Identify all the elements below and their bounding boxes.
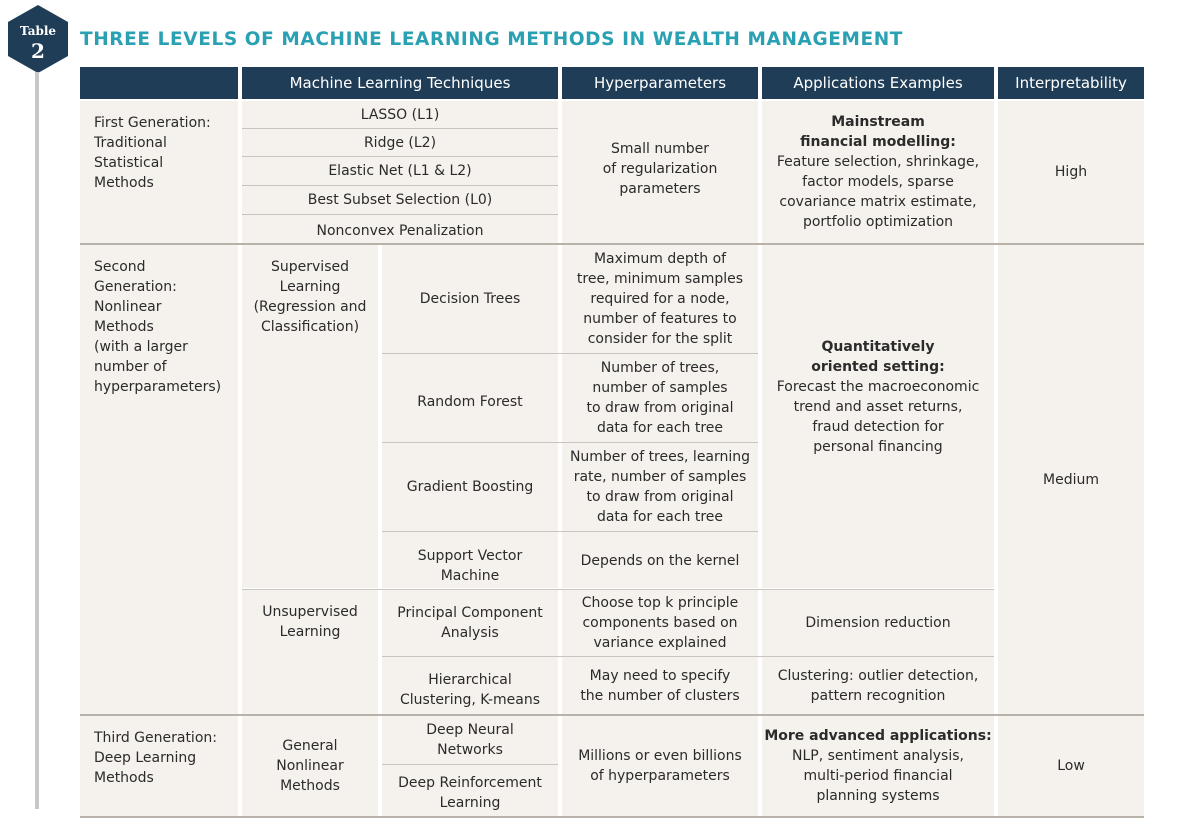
gen3-interpretability: Low — [998, 716, 1144, 816]
divider-supervised — [242, 589, 994, 590]
method-random-forest: Random Forest — [382, 354, 558, 442]
gen1-technique-elastic-net: Elastic Net (L1 & L2) — [242, 157, 558, 185]
gen1-hyperparameters: Small number of regularization parameters — [562, 101, 758, 243]
gen1-technique-lasso: LASSO (L1) — [242, 101, 558, 128]
hyper-gradient-boosting: Number of trees, learning rate, number of samples to draw from original data for each tree — [562, 443, 758, 531]
gen3-applications-heading: More advanced applications: — [764, 728, 992, 744]
header-applications: Applications Examples — [762, 67, 994, 99]
method-hierarchical-clustering: Hierarchical Clustering, K-means — [382, 657, 558, 714]
gen1-technique-best-subset: Best Subset Selection (L0) — [242, 186, 558, 214]
header-interpretability: Interpretability — [998, 67, 1144, 99]
method-deep-reinforcement-learning: Deep Reinforcement Learning — [382, 765, 558, 816]
divider-lasso — [242, 128, 558, 129]
app-pca: Dimension reduction — [762, 590, 994, 656]
gen2-label: Second Generation: Nonlinear Methods (with a larger number of hyperparameters) — [80, 245, 238, 714]
header-hyperparameters: Hyperparameters — [562, 67, 758, 99]
row-divider-gen1 — [80, 243, 1144, 245]
gen1-label: First Generation: Traditional Statistical Methods — [80, 101, 238, 243]
header-blank — [80, 67, 238, 99]
row-divider-gen2 — [80, 714, 1144, 716]
divider-decision-trees — [382, 353, 758, 354]
hyper-pca: Choose top k principle components based on variance explained — [562, 590, 758, 656]
gen3-label: Third Generation: Deep Learning Methods — [80, 716, 238, 816]
gen2-interpretability: Medium — [998, 245, 1144, 714]
hyper-decision-trees: Maximum depth of tree, minimum samples required for a node, number of features to consider for the split — [562, 245, 758, 353]
hyper-svm: Depends on the kernel — [562, 532, 758, 588]
gen1-applications — [762, 101, 994, 243]
gen1-applications-text: Feature selection, shrinkage, factor models, sparse covariance matrix estimate, portfolio optimization — [776, 154, 980, 230]
divider-deep-nn — [382, 764, 558, 765]
method-deep-neural-networks: Deep Neural Networks — [382, 716, 558, 764]
divider-random-forest — [382, 442, 758, 443]
row-divider-bottom — [80, 816, 1144, 818]
hyper-hierarchical-clustering: May need to specify the number of clusters — [562, 657, 758, 714]
gen1-applications-heading: Mainstream financial modelling: — [800, 114, 956, 150]
app-clustering: Clustering: outlier detection, pattern recognition — [762, 657, 994, 714]
gen1-interpretability: High — [998, 101, 1144, 243]
method-support-vector-machine: Support Vector Machine — [382, 532, 558, 588]
divider-gradient-boosting — [382, 531, 758, 532]
gen1-technique-nonconvex: Nonconvex Penalization — [242, 215, 558, 243]
gen2-unsupervised-learning: Unsupervised Learning — [242, 590, 378, 714]
header-techniques: Machine Learning Techniques — [242, 67, 558, 99]
gen2-applications-text: Forecast the macroeconomic trend and asset returns, fraud detection for personal financing — [776, 378, 980, 455]
divider-subset — [242, 214, 558, 215]
gen3-applications — [762, 716, 994, 816]
gen2-applications — [762, 245, 994, 588]
divider-elastic — [242, 185, 558, 186]
gen2-applications-heading: Quantitatively oriented setting: — [811, 338, 945, 375]
gen3-hyperparameters: Millions or even billions of hyperparameters — [562, 716, 758, 816]
divider-ridge — [242, 156, 558, 157]
gen1-technique-ridge: Ridge (L2) — [242, 129, 558, 156]
side-rule — [35, 72, 39, 809]
badge-number: 2 — [31, 39, 45, 63]
divider-pca — [382, 656, 994, 657]
method-pca: Principal Component Analysis — [382, 590, 558, 656]
gen2-supervised-learning: Supervised Learning (Regression and Classification) — [242, 245, 378, 588]
gen3-general-nonlinear: General Nonlinear Methods — [242, 716, 378, 816]
badge-word: Table — [19, 24, 57, 38]
hyper-random-forest: Number of trees, number of samples to draw from original data for each tree — [562, 354, 758, 442]
gen3-applications-text: NLP, sentiment analysis, multi-period financial planning systems — [792, 748, 964, 804]
table-title: THREE LEVELS OF MACHINE LEARNING METHODS IN WEALTH MANAGEMENT — [80, 29, 904, 50]
method-gradient-boosting: Gradient Boosting — [382, 443, 558, 531]
table-badge — [6, 4, 70, 74]
method-decision-trees: Decision Trees — [382, 245, 558, 353]
